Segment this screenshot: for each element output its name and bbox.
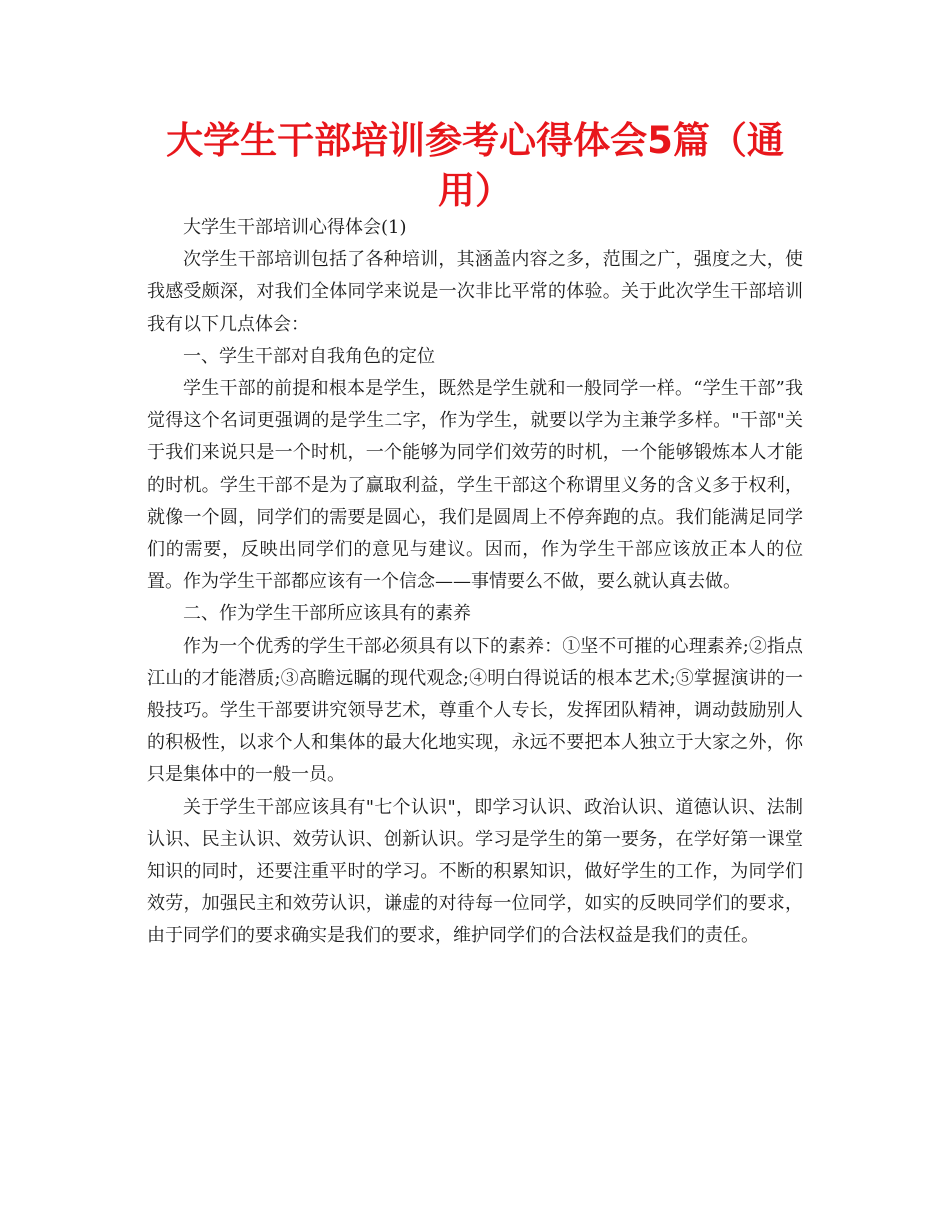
section-heading-1: 大学生干部培训心得体会(1) [183,217,407,238]
paragraph-intro: 次学生干部培训包括了各种培训，其涵盖内容之多，范围之广，强度之大，使我感受颇深，对我们全体同学来说是一次非比平常的体验。关于此次学生干部培训我有以下几点体会： [147,249,803,335]
paragraph-seven-awareness: 关于学生干部应该具有"七个认识"，即学习认识、政治认识、道德认识、法制认识、民主认识、效劳认识、创新认识。学习是学生的第一要务，在学好第一课堂知识的同时，还要注重平时的学习。不断的积累知识，做好学生的工作，为同学们效劳，加强民主和效劳认识，谦虚的对待每一位同学，如实的反映同学们的要求，由于同学们的要求确实是我们的要求，维护同学们的合法权益是我们的责任。 [147,796,803,947]
document-title: 大学生干部培训参考心得体会5篇（通用） [166,119,784,212]
subheading-qualities: 二、作为学生干部所应该具有的素养 [183,603,471,625]
paragraph-role: 学生干部的前提和根本是学生，既然是学生就和一般同学一样。“学生干部”我觉得这个名词更强调的是学生二字，作为学生，就要以学为主兼学多样。"干部"关于我们来说只是一个时机，一个能够为同学们效劳的时机，一个能够锻炼本人才能的时机。学生干部不是为了赢取利益，学生干部这个称谓里义务的含义多于权利，就像一个圆，同学们的需要是圆心，我们是圆周上不停奔跑的点。我们能满足同学们的需要，反映出同学们的意见与建议。因而，作为学生干部应该放正本人的位置。作为学生干部都应该有一个信念——事情要么不做，要么就认真去做。 [147,378,803,593]
subheading-role: 一、学生干部对自我角色的定位 [183,345,435,367]
document-body [147,212,803,953]
paragraph-qualities: 作为一个优秀的学生干部必须具有以下的素养：①坚不可摧的心理素养;②指点江山的才能潜质;③高瞻远瞩的现代观念;④明白得说话的根本艺术;⑤掌握演讲的一般技巧。学生干部要讲究领导艺术，尊重个人专长，发挥团队精神，调动鼓励别人的积极性，以求个人和集体的最大化地实现，永远不要把本人独立于大家之外，你只是集体中的一般一员。 [147,635,803,786]
